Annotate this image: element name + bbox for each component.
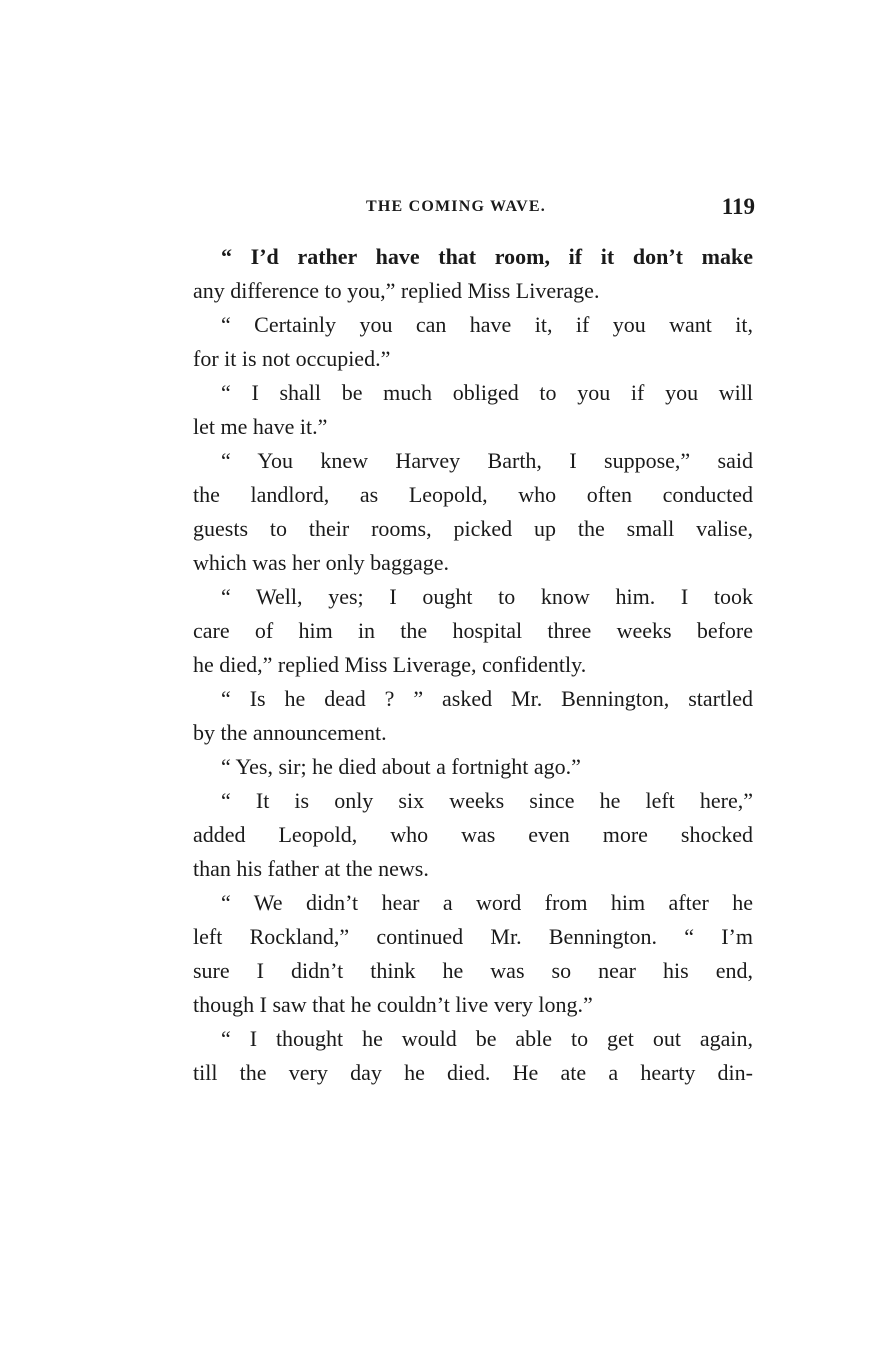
text-line: sure I didn’t think he was so near his end, — [193, 958, 753, 983]
text-line: “ Certainly you can have it, if you want it, — [221, 312, 753, 337]
text-line: “ I shall be much obliged to you if you will — [221, 380, 753, 405]
text-line: any difference to you,” replied Miss Liverage. — [193, 278, 600, 303]
text-line: care of him in the hospital three weeks before — [193, 618, 753, 643]
text-line: “ I’d rather have that room, if it don’t make — [221, 244, 753, 269]
text-line: by the announcement. — [193, 720, 387, 745]
text-line: let me have it.” — [193, 414, 328, 439]
text-line: he died,” replied Miss Liverage, confidently. — [193, 652, 587, 677]
text-line: “ It is only six weeks since he left here,” — [221, 788, 753, 813]
text-line: though I saw that he couldn’t live very long.” — [193, 992, 593, 1017]
page-number: 119 — [721, 194, 755, 219]
running-head-title: THE COMING WAVE. — [366, 198, 546, 215]
text-line: than his father at the news. — [193, 856, 429, 881]
text-line: the landlord, as Leopold, who often conducted — [193, 482, 753, 507]
text-line: “ Yes, sir; he died about a fortnight ago.” — [221, 754, 581, 779]
text-line: guests to their rooms, picked up the small valise, — [193, 516, 753, 541]
text-line: till the very day he died. He ate a hearty din- — [193, 1060, 753, 1085]
text-line: “ We didn’t hear a word from him after he — [221, 890, 753, 915]
text-line: “ You knew Harvey Barth, I suppose,” said — [221, 448, 753, 473]
text-line: which was her only baggage. — [193, 550, 449, 575]
body-text — [193, 240, 753, 1090]
text-line: added Leopold, who was even more shocked — [193, 822, 753, 847]
text-line: “ I thought he would be able to get out again, — [221, 1026, 753, 1051]
text-line: “ Is he dead ? ” asked Mr. Bennington, startled — [221, 686, 753, 711]
text-line: for it is not occupied.” — [193, 346, 391, 371]
text-line: left Rockland,” continued Mr. Bennington. “ I’m — [193, 924, 753, 949]
running-head — [200, 196, 755, 220]
text-line: “ Well, yes; I ought to know him. I took — [221, 584, 753, 609]
